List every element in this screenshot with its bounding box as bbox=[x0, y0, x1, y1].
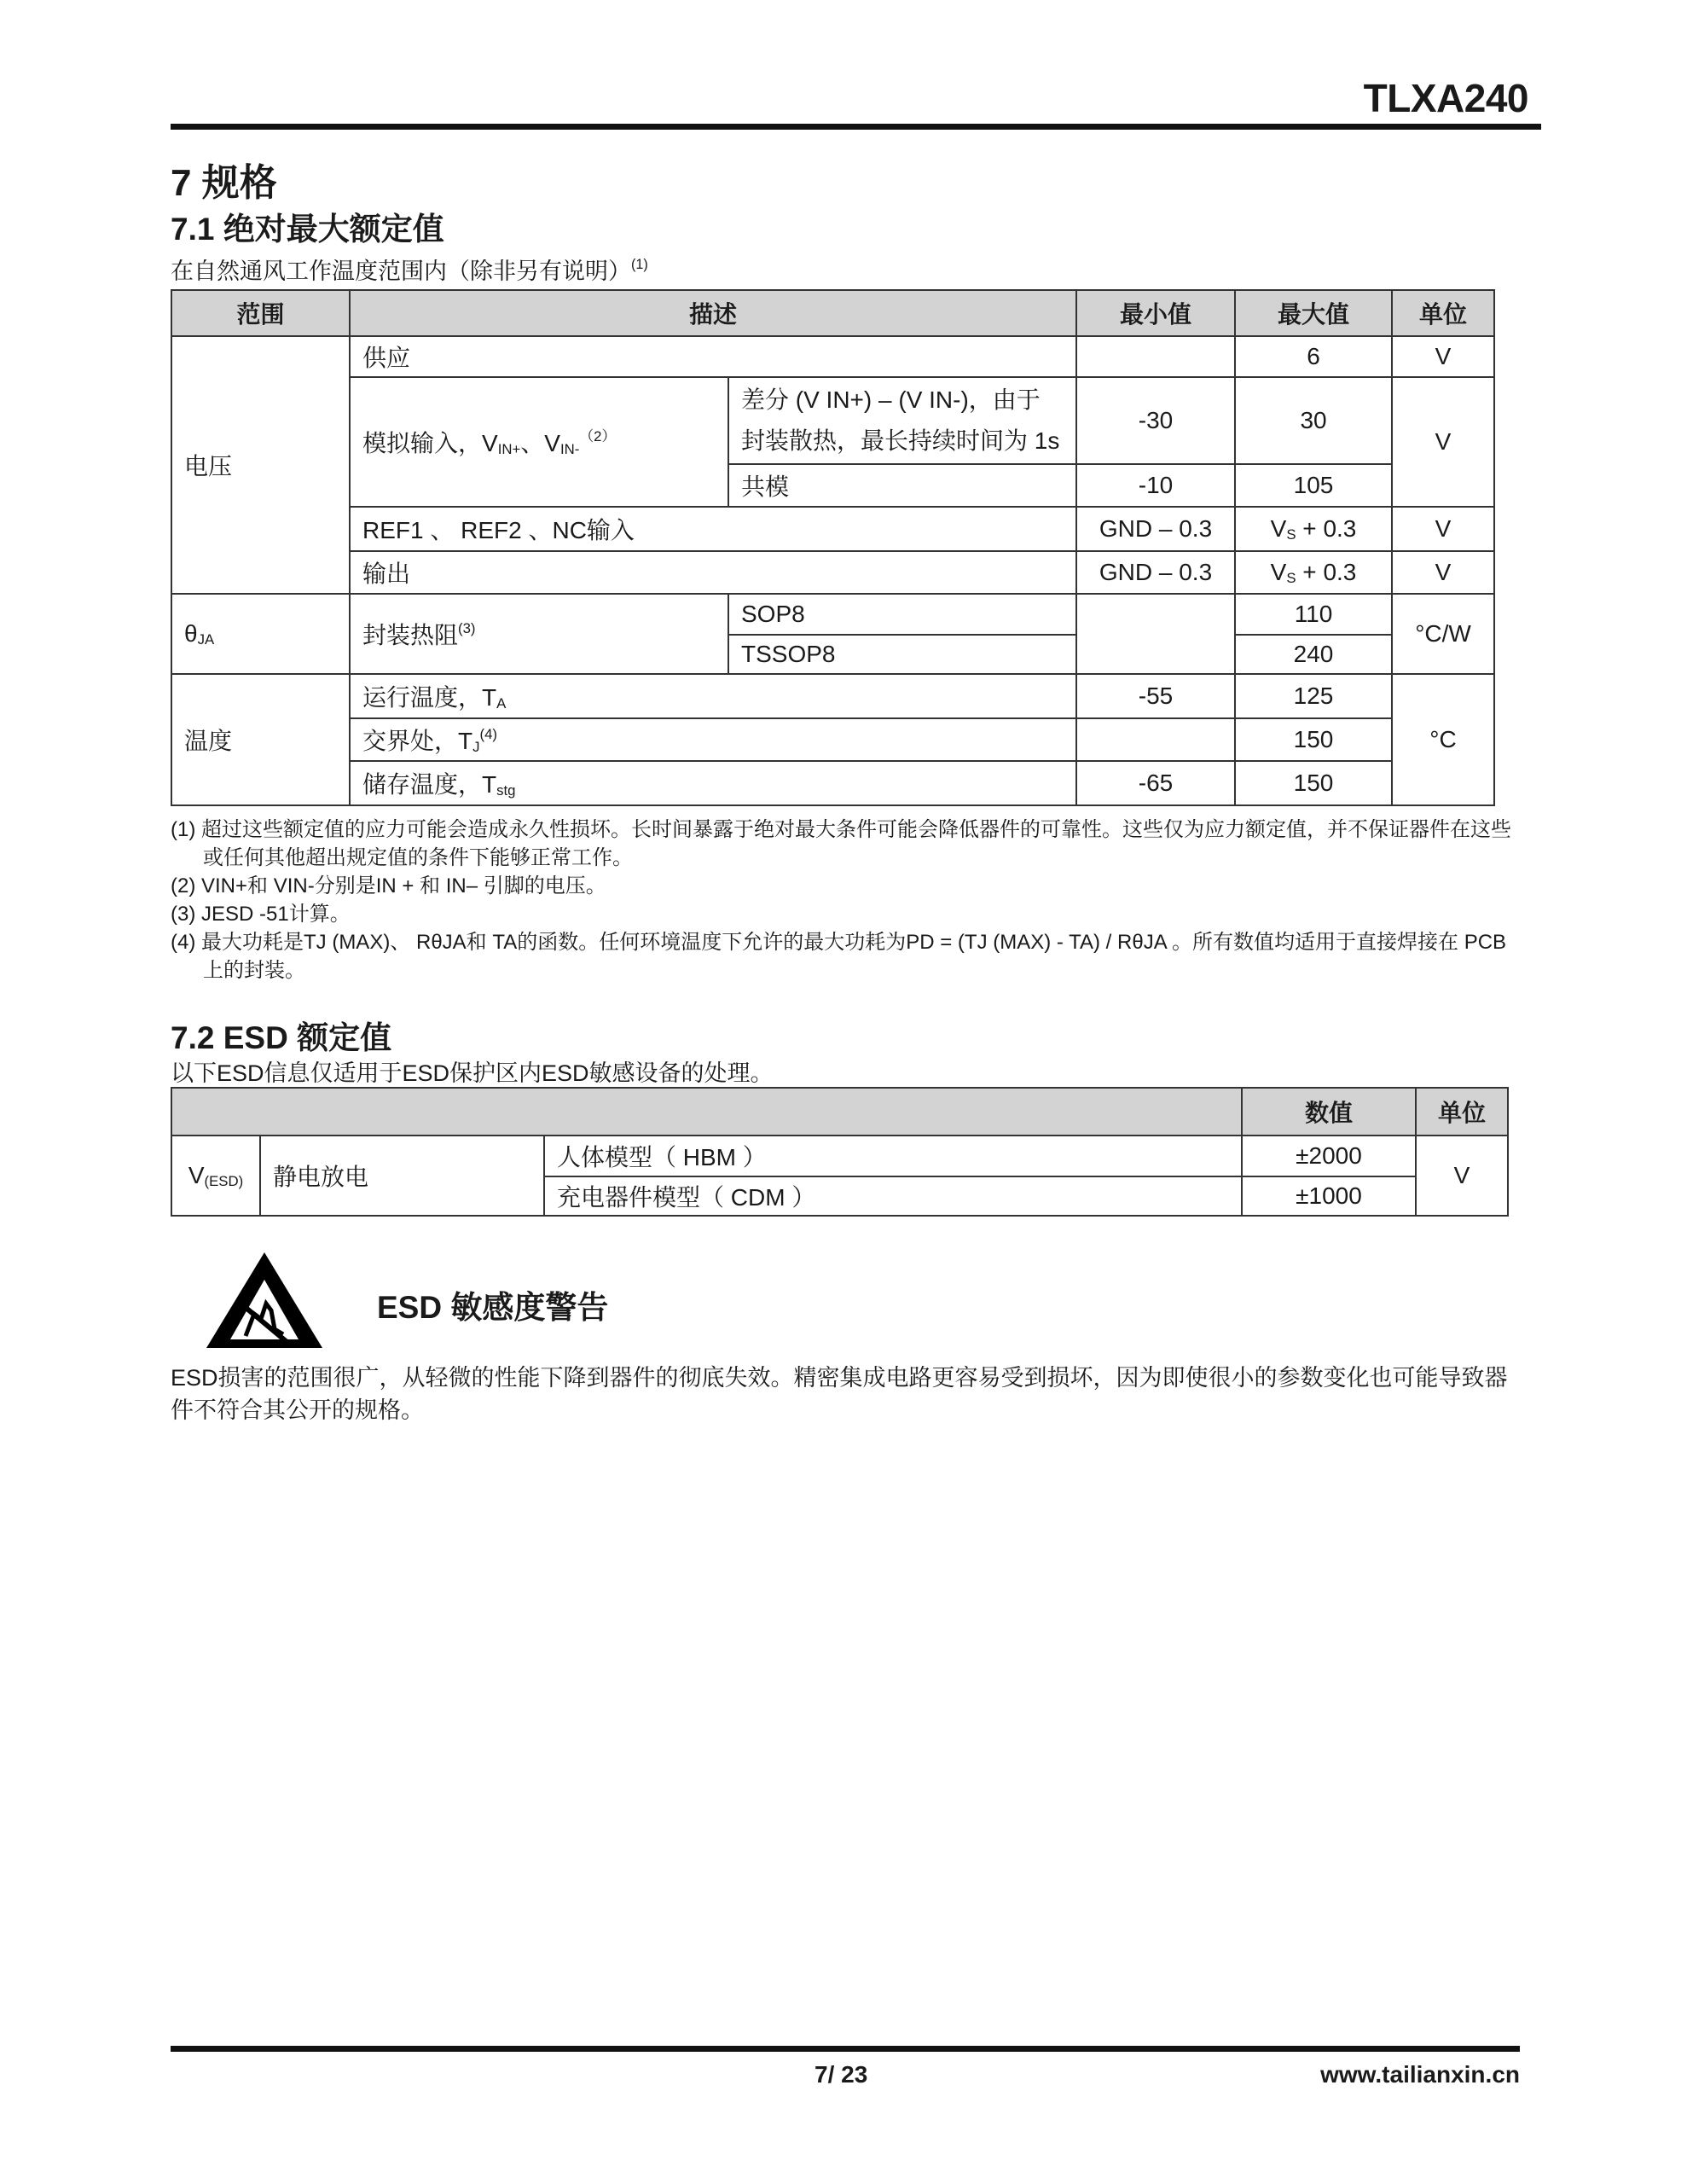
col-header-description: 描述 bbox=[350, 290, 1076, 336]
min-operating-temp: -55 bbox=[1076, 674, 1235, 718]
range-theta-ja: $\theta_{JA}$ bbox=[171, 594, 350, 674]
esd-warning-text: ESD损害的范围很广，从轻微的性能下降到器件的彻底失效。精密集成电路更容易受到损坏，因为即使很小的参数变化也可能导致器件不符合其公开的规格。 bbox=[171, 1365, 1508, 1423]
min-storage-temp: -65 bbox=[1076, 761, 1235, 805]
max-output: $V_S + 0.3$ bbox=[1235, 551, 1392, 594]
esd-unit: V bbox=[1416, 1136, 1508, 1216]
subsection-heading: 7.1 绝对最大额定值 bbox=[171, 212, 444, 247]
esd-header-value: 数值 bbox=[1242, 1088, 1416, 1136]
max-common-mode: 105 bbox=[1235, 464, 1392, 507]
max-differential: 30 bbox=[1235, 377, 1392, 464]
unit-supply: V bbox=[1392, 336, 1494, 377]
desc-operating-temp: 运行温度，$T_A$ bbox=[350, 674, 1076, 718]
esd-warning-icon bbox=[205, 1251, 324, 1350]
desc-supply: 供应 bbox=[350, 336, 1076, 377]
esd-table-intro: 以下ESD信息仅适用于ESD保护区内ESD敏感设备的处理。 bbox=[171, 1060, 774, 1086]
document-title: TLXA240 bbox=[1363, 76, 1528, 120]
min-common-mode: -10 bbox=[1076, 464, 1235, 507]
table-notes bbox=[171, 816, 1527, 985]
max-supply: 6 bbox=[1235, 336, 1392, 377]
esd-model-hbm: 人体模型（ HBM ） bbox=[544, 1136, 1242, 1176]
desc-analog-input: 模拟输入，$V_{IN+}$、$V_{IN-}^{(2)}$ bbox=[350, 377, 728, 507]
unit-analog: V bbox=[1392, 377, 1494, 507]
max-operating-temp: 125 bbox=[1235, 674, 1392, 718]
min-output: GND – 0.3 bbox=[1076, 551, 1235, 594]
esd-model-cdm: 充电器件模型（ CDM ） bbox=[544, 1176, 1242, 1216]
esd-header-unit: 单位 bbox=[1416, 1088, 1508, 1136]
esd-value-cdm: ±1000 bbox=[1242, 1176, 1416, 1216]
min-junction-temp bbox=[1076, 718, 1235, 761]
esd-name: 静电放电 bbox=[260, 1136, 544, 1216]
note-3: (3) JESD -51计算。 bbox=[171, 903, 351, 926]
col-header-min: 最小值 bbox=[1076, 290, 1235, 336]
header-rule bbox=[171, 124, 1541, 130]
esd-warning-title: ESD 敏感度警告 bbox=[377, 1290, 609, 1325]
esd-ratings-table bbox=[171, 1087, 1509, 1217]
max-storage-temp: 150 bbox=[1235, 761, 1392, 805]
desc-storage-temp: 储存温度，$T_{stg}$ bbox=[350, 761, 1076, 805]
range-voltage: 电压 bbox=[171, 336, 350, 594]
min-ref-inputs: GND – 0.3 bbox=[1076, 507, 1235, 551]
desc-junction-temp: 交界处，$T_J^{(4)}$ bbox=[350, 718, 1076, 761]
max-ref-inputs: $V_S + 0.3$ bbox=[1235, 507, 1392, 551]
min-differential: -30 bbox=[1076, 377, 1235, 464]
range-temperature: 温度 bbox=[171, 674, 350, 805]
desc-ref-inputs: REF1 、 REF2 、NC输入 bbox=[350, 507, 1076, 551]
unit-ref-inputs: V bbox=[1392, 507, 1494, 551]
max-junction-temp: 150 bbox=[1235, 718, 1392, 761]
footer-rule bbox=[171, 2046, 1520, 2052]
unit-temperature: °C bbox=[1392, 674, 1494, 805]
desc-output: 输出 bbox=[350, 551, 1076, 594]
desc-thermal-resistance: 封装热阻$^{(3)}$ bbox=[350, 594, 728, 674]
unit-output: V bbox=[1392, 551, 1494, 594]
pkg-sop8: SOP8 bbox=[728, 594, 1076, 635]
section-heading: 7 规格 bbox=[171, 162, 277, 204]
max-tssop8: 240 bbox=[1235, 635, 1392, 674]
col-header-unit: 单位 bbox=[1392, 290, 1494, 336]
min-supply bbox=[1076, 336, 1235, 377]
note-2: (2) VIN+和 VIN-分别是IN + 和 IN– 引脚的电压。 bbox=[171, 874, 606, 897]
max-sop8: 110 bbox=[1235, 594, 1392, 635]
esd-symbol: $V_{(ESD)}$ bbox=[171, 1136, 260, 1216]
col-header-max: 最大值 bbox=[1235, 290, 1392, 336]
absolute-max-ratings-table bbox=[171, 289, 1495, 806]
note-1: (1) 超过这些额定值的应力可能会造成永久性损坏。长时间暴露于绝对最大条件可能会降低器件的可靠性。这些仅为应力额定值，并不保证器件在这些或任何其他超出规定值的条件下能够正常工作。 bbox=[171, 818, 1511, 869]
esd-header-blank bbox=[171, 1088, 1242, 1136]
website-link[interactable]: www.tailianxin.cn bbox=[1320, 2061, 1520, 2088]
pkg-tssop8: TSSOP8 bbox=[728, 635, 1076, 674]
min-thermal bbox=[1076, 594, 1235, 674]
unit-thermal: °C/W bbox=[1392, 594, 1494, 674]
esd-value-hbm: ±2000 bbox=[1242, 1136, 1416, 1176]
page-number: 7/ 23 bbox=[815, 2061, 868, 2088]
subsection-heading-esd: 7.2 ESD 额定值 bbox=[171, 1020, 392, 1055]
cond-differential: 差分 (V IN+) – (V IN-)，由于封装散热，最长持续时间为 1s bbox=[728, 377, 1076, 464]
col-header-range: 范围 bbox=[171, 290, 350, 336]
table-intro: 在自然通风工作温度范围内（除非另有说明）$^{(1)}$ bbox=[171, 257, 648, 284]
cond-common-mode: 共模 bbox=[728, 464, 1076, 507]
note-4: (4) 最大功耗是TJ (MAX)、 RθJA和 TA的函数。任何环境温度下允许的最大功耗为PD = (TJ (MAX) - TA) / RθJA 。所有数值均适用于直接焊接在 PCB 上的封装。 bbox=[171, 931, 1507, 982]
